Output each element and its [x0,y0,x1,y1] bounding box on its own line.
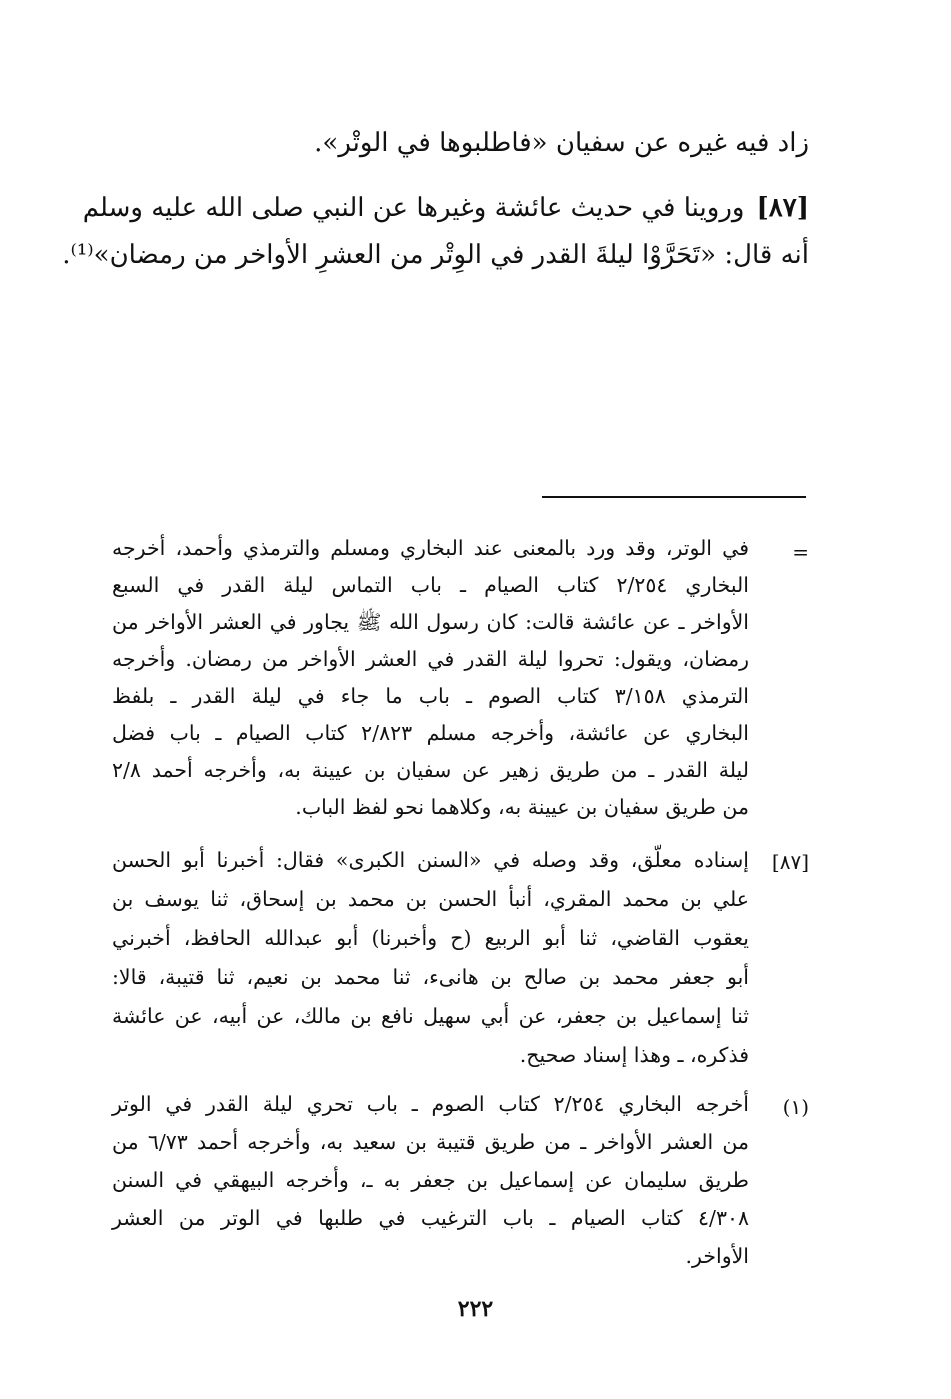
footnote-line: أبو جعفر محمد بن صالح بن هانىء، ثنا محمد بن نعيم، ثنا قتيبة، قالا: [112,965,749,989]
footnote-line: البخاري ٢/٢٥٤ كتاب الصيام ـ باب التماس ليلة القدر في السبع [112,573,749,597]
main-text-line-1: زاد فيه غيره عن سفيان «فاطلبوها في الوتْر». [314,128,809,158]
footnote-line: رمضان، ويقول: تحروا ليلة القدر في العشر الأواخر من رمضان. وأخرجه [112,647,749,671]
footnote-line: إسناده معلّق، وقد وصله في «السنن الكبرى» فقال: أخبرنا أبو الحسن [112,848,749,872]
footnote-line: يعقوب القاضي، ثنا أبو الربيع (ح وأخبرنا) أبو عبدالله الحافظ، أخبرني [112,926,749,950]
footnote-separator [542,496,806,498]
footnote-line: الأواخر. [685,1244,749,1268]
footnote-continuation-marker: = [792,540,809,564]
footnote-line: من العشر الأواخر ـ من طريق قتيبة بن سعيد به، وأخرجه أحمد ٦/٧٣ من [112,1130,750,1154]
footnote-line: في الوتر، وقد ورد بالمعنى عند البخاري ومسلم والترمذي وأحمد، أخرجه [112,536,749,560]
footnote-line: ليلة القدر ـ من طريق زهير عن سفيان بن عيينة به، وأخرجه أحمد ٢/٨ [112,758,749,782]
footnote-line: ثنا إسماعيل بن جعفر، عن أبي سهيل نافع بن مالك، عن أبيه، عن عائشة [112,1004,749,1028]
footnote-line: البخاري عن عائشة، وأخرجه مسلم ٢/٨٢٣ كتاب الصيام ـ باب فضل [112,721,749,745]
footnote-87-marker: [٨٧] [771,850,809,874]
footnote-line: أخرجه البخاري ٢/٢٥٤ كتاب الصوم ـ باب تحري ليلة القدر في الوتر [112,1092,749,1116]
page-number: ٢٢٢ [457,1296,494,1322]
footnote-line: علي بن محمد المقري، أنبأ الحسن بن محمد بن إسحاق، ثنا يوسف بن [112,887,749,911]
footnote-line: من طريق سفيان بن عيينة به، وكلاهما نحو لفظ الباب. [295,795,749,819]
footnote-line: الأواخر ـ عن عائشة قالت: كان رسول الله ﷺ يجاور في العشر الأواخر من [112,610,749,634]
main-text-line-2-text: وروينا في حديث عائشة وغيرها عن النبي صلى الله عليه وسلم [82,193,745,223]
footnote-line: الترمذي ٣/١٥٨ كتاب الصوم ـ باب ما جاء في ليلة القدر ـ بلفظ [112,684,750,708]
footnote-1-marker: (١) [782,1095,809,1119]
footnote-line: ٤/٣٠٨ كتاب الصيام ـ باب الترغيب في طلبها في الوتر من العشر [112,1206,749,1230]
footnote-line: فذكره، ـ وهذا إسناد صحيح. [519,1043,749,1067]
hadith-number: [٨٧] [756,193,809,223]
footnote-line: طريق سليمان عن إسماعيل بن جعفر به ـ، وأخرجه البيهقي في السنن [112,1168,749,1192]
main-text-line-3: أنه قال: «تَحَرَّوْا ليلةَ القدر في الوِتْر من العشرِ الأواخر من رمضان»⁽¹⁾. [62,240,809,270]
main-text-line-2 [82,193,809,224]
